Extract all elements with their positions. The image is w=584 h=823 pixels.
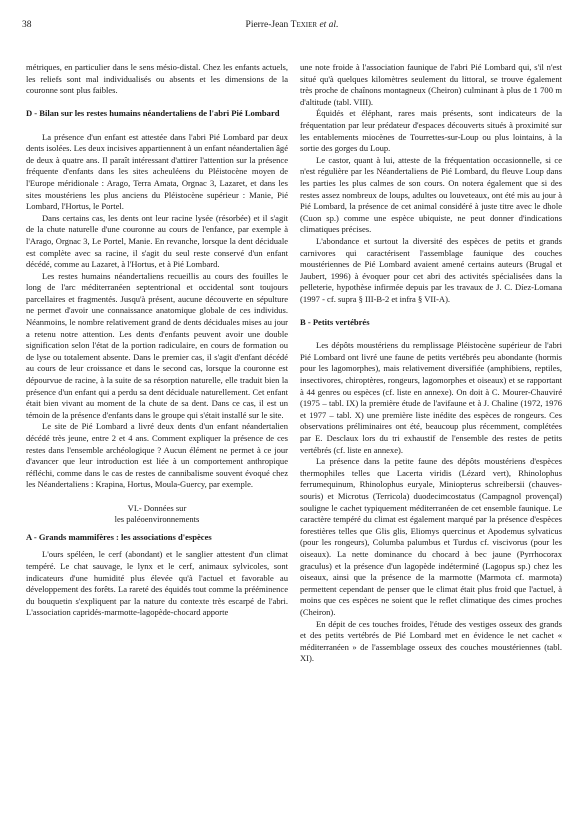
page-number: 38	[22, 20, 32, 30]
paragraph: Le site de Pié Lombard a livré deux dents d'un enfant néandertalien décédé très jeune, entre 2 et 4 ans. Comment expliquer la présence de ces restes dans l'ensemble archéologique ? Aucun élément ne permet à ce jour d'avancer que leur introduction est liée à un comportement anthropique réfléchi, comme dans le cas de restes de cannibalisme souvent évoqué chez les Néandertaliens : Krapina, Hortus, Moula-Guercy, par exemple.	[26, 421, 288, 490]
section-heading-a: A - Grands mammifères : les associations d'espèces	[26, 531, 212, 542]
part-title-line1: VI.- Données sur	[127, 502, 187, 513]
paragraph-continued: métriques, en particulier dans le sens mésio-distal. Chez les enfants actuels, les reliefs sont mal individualisés ou absents et les dimensions de la couronne sont plus faibles.	[26, 62, 288, 96]
part-title	[26, 503, 288, 526]
running-head-et-al: et al.	[319, 20, 339, 30]
paragraph: Équidés et éléphant, rares mais présents, sont indicateurs de la fréquentation par leur prédateur d'espaces découverts situés à proximité sur les entablements miocènes de Tourrettes-sur-Loup ou plus lointains, à la sortie des gorges du Loup.	[300, 108, 562, 154]
paragraph: La présence dans la petite faune des dépôts moustériens d'espèces thermophiles telles que Lacerta viridis (Lézard vert), Rhinolophus ferrumequinum, Rhinolophus euryale, Miniopterus schreibersii (chauves-souris) et Microtus (Terricola) duodecimcostatus (Campagnol provençal) souligne le cachet typiquement méditerranéen de cet ensemble faunique. Le caractère tempéré du climat est également marqué par la présence d'espèces forestières telles que Glis glis, Eliomys quercinus et Apodemus sylvaticus (pour les rongeurs), Columba palumbus et Turdus cf. viscivorus (pour les oiseaux). La nette dominance du chocard à bec jaune (Pyrrhocorax graculus) et la présence d'un lagopède indéterminé (Lagopus sp.) chez les oiseaux, ainsi que la présence de la marmotte (Marmota cf. marmota) permettent cependant de penser que le climat était plus froid que l'actuel, à moins que ces espèces ne soient que le reflet climatique des cimes proches (Cheiron).	[300, 456, 562, 617]
running-head-surname: Texier	[290, 20, 318, 30]
paragraph-continued: une note froide à l'association faunique de l'abri Pié Lombard qui, s'il n'est situé qu'à quelques kilomètres seulement du littoral, se trouve également très proche de chaînons montagneux (Cheiron) culminant à plus de 1 700 m d'altitude (tabl. VIII).	[300, 62, 562, 107]
paragraph: Les restes humains néandertaliens recueillis au cours des fouilles le long de l'arc méditerranéen septentrional et occidental sont toujours parcellaires et fragmentés. Jusqu'à présent, aucune découverte en sépulture ne permet d'avoir une connaissance anatomique globale de ces individus. Néanmoins, le nombre relativement grand de dents déciduales mises au jour a retenu notre attention. Les dents d'enfants peuvent avoir une double signification selon l'état de la portion radiculaire, en cours de formation ou de lyse ou totalement absente. Dans le premier cas, il s'agit d'enfant décédé au cours de leur croissance et dans le second cas, lorsque la couronne est dépourvue de racine, à la suite de sa résorption naturelle, elle traduit bien la présence d'un enfant qui a perdu sa dent déciduale naturellement. Cet enfant était bien vivant au moment de la chute de sa dent. Dans ce cas, il est un témoin de la présence d'enfants dans le groupe qui s'était installé sur le site.	[26, 270, 288, 420]
left-column	[26, 62, 288, 619]
running-head-author: Pierre-Jean	[245, 20, 289, 30]
page-header	[22, 20, 562, 34]
paragraph: L'ours spéléen, le cerf (abondant) et le sanglier attestent d'un climat tempéré. Le chat sauvage, le lynx et le cerf, animaux sylvicoles, sont indicateurs d'une humidité plus élevée qu'à l'actuel et favorable au développement des forêts. La rareté des équidés tout comme la prééminence du bouquetin s'expliquent par la nature du contexte très escarpé de l'abri. L'association capridés-marmotte-lagopède-chocard apporte	[26, 549, 288, 618]
section-heading-b: B - Petits vertébrés	[300, 317, 370, 328]
paragraph: L'abondance et surtout la diversité des espèces de petits et grands carnivores qui caractérisent l'assemblage faunique des couches moustériennes de Pié Lombard avaient amené certains auteurs (Brugal et Jaubert, 1996) à évoquer pour cet abri des activités spécialisées dans la pelleterie, hypothèse infirmée depuis par les travaux de J. C. Díez-Lomana (1997 - cf. supra § III-B-2 et infra § VII-A).	[300, 235, 562, 304]
paragraph: Le castor, quant à lui, atteste de la fréquentation occasionnelle, si ce n'est régulière par les Néandertaliens de Pié Lombard, du fleuve Loup dans les parties les plus calmes de son cours. On notera également que si des restes assez nombreux de loups, adultes ou louveteaux, ont été mis au jour à Pié Lombard, la présence de cet animal considéré à juste titre avec le dhole (Cuon sp.) comme une espèce ubiquiste, ne peut donner d'indications climatiques précises.	[300, 154, 562, 235]
running-head	[22, 20, 562, 30]
part-title-line2: les paléoenvironnements	[114, 514, 200, 525]
paragraph: Dans certains cas, les dents ont leur racine lysée (résorbée) et il s'agit de la chute naturelle d'une couronne au cours de l'enfance, par exemple à l'Arago, Orgnac 3, Le Portel, Manie. En revanche, lorsque la dent déciduale est complète avec sa racine, il s'agit du seul reste conservé d'un enfant décédé, comme au Lazaret, à l'Hortus, et à Pié Lombard.	[26, 212, 288, 270]
section-heading-d: D - Bilan sur les restes humains néandertaliens de l'abri Pié Lombard	[26, 108, 280, 119]
paragraph: Les dépôts moustériens du remplissage Pléistocène supérieur de l'abri Pié Lombard ont livré une faune de petits vertébrés peu abondante (hormis pour les lagomorphes), mais relativement diversifiée (amphibiens, reptiles, insectivores, chiroptères, rongeurs, lagomorphes et oiseaux) et se rapportant à 44 genres ou espèces (cf. liste en annexe). On doit à C. Mourer-Chauviré (1975 – tabl. IX) la première étude de l'avifaune et à J. Chaline (1972, 1976 et 1977 – tabl. X) une première liste inédite des espèces de rongeurs. Ces observations préliminaires ont été, beaucoup plus récemment, complétées par E. Desclaux lors du tri exhaustif de l'ensemble des restes de petits vertébrés (cf. liste en annexe).	[300, 340, 562, 455]
paragraph: En dépit de ces touches froides, l'étude des vestiges osseux des grands et des petits vertébrés de Pié Lombard met en évidence le net cachet « méditerranéen » de l'assemblage osseux des couches moustériennes (tabl. XI).	[300, 618, 562, 664]
right-column	[300, 62, 562, 665]
paragraph: La présence d'un enfant est attestée dans l'abri Pié Lombard par deux dents isolées. Les deux incisives appartiennent à un enfant néandertalien âgé de deux à quatre ans. Il paraît intéressant d'attirer l'attention sur la présence fréquente d'enfants dans les sites acheuléens du Pléistocène moyen de l'Europe méridionale : Arago, Terra Amata, Orgnac 3, Lazaret, et dans les sites moustériens les plus anciens du Pléistocène supérieur : Manie, Pié Lombard, l'Hortus, le Portel.	[26, 131, 288, 212]
